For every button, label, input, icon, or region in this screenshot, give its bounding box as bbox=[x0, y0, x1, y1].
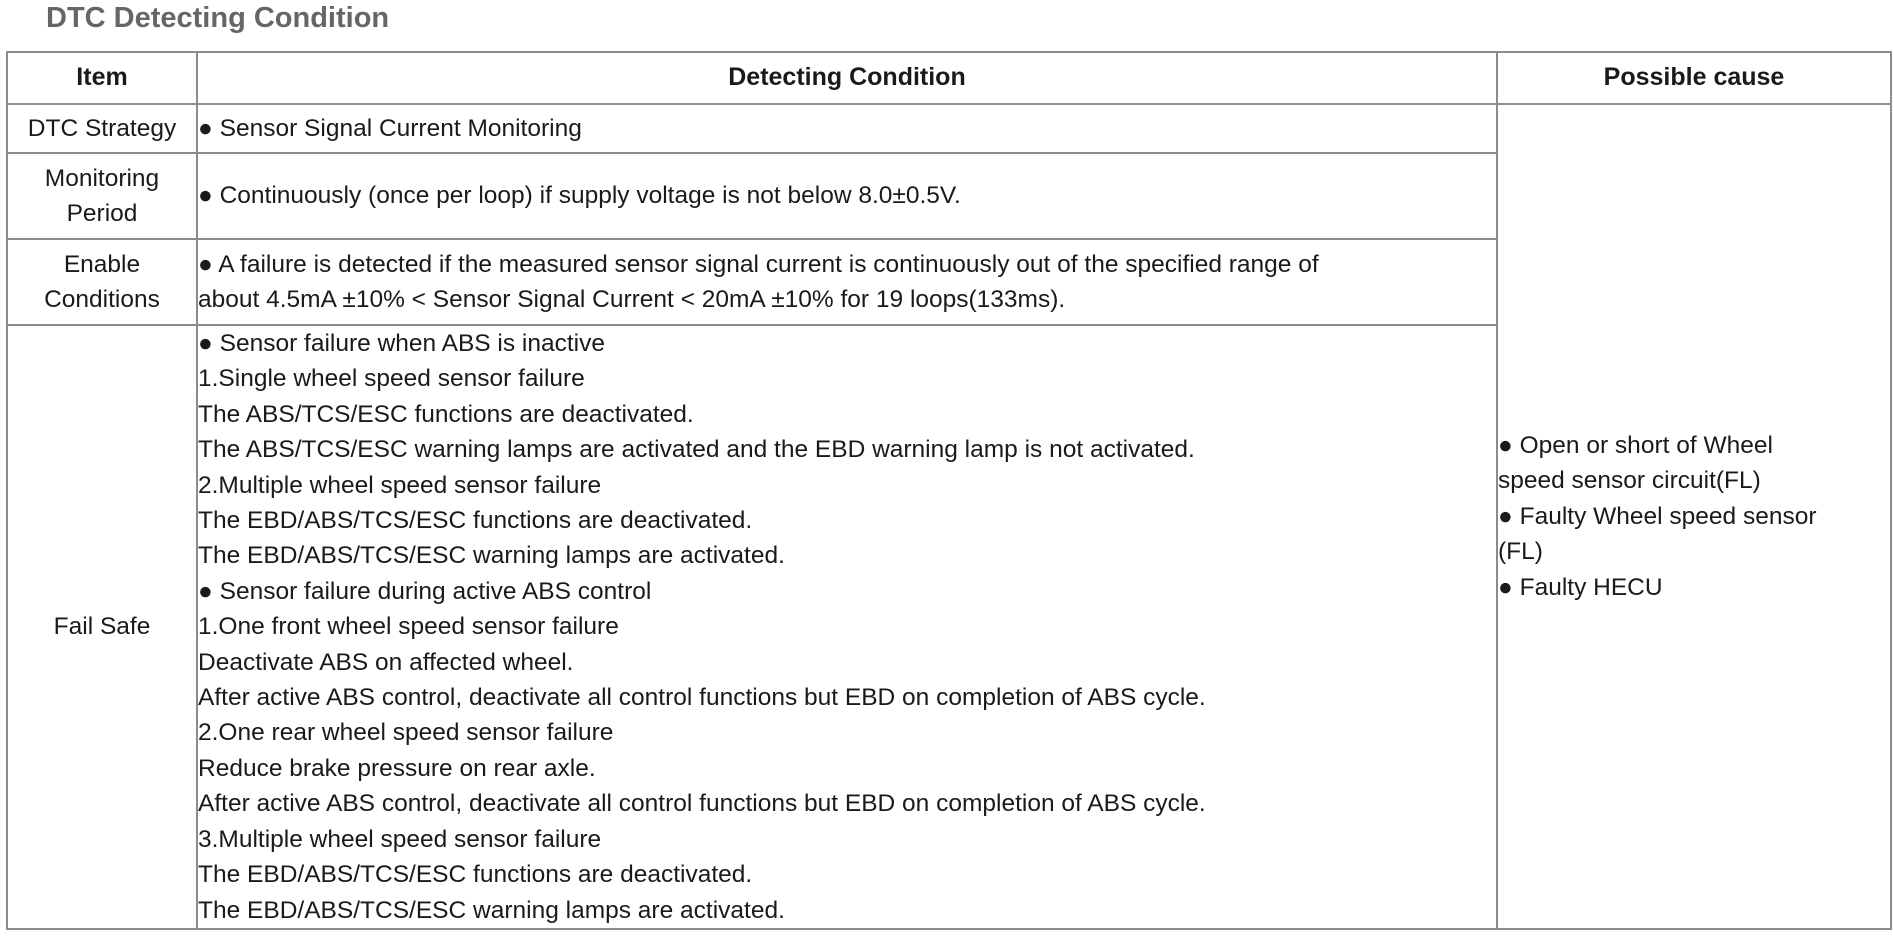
item-label: Conditions bbox=[44, 286, 160, 313]
condition-line: The ABS/TCS/ESC warning lamps are activated and the EBD warning lamp is not activated. bbox=[198, 436, 1195, 464]
condition-line: 2.One rear wheel speed sensor failure bbox=[198, 719, 614, 747]
condition-line: The EBD/ABS/TCS/ESC functions are deactivated. bbox=[198, 507, 753, 535]
condition-line: ● Sensor failure during active ABS control bbox=[198, 577, 652, 605]
item-cell-enable-conditions bbox=[7, 239, 197, 325]
condition-line: The EBD/ABS/TCS/ESC warning lamps are activated. bbox=[198, 542, 785, 570]
cause-line: ● Faulty Wheel speed sensor bbox=[1498, 502, 1817, 530]
condition-line: 1.One front wheel speed sensor failure bbox=[198, 613, 619, 641]
item-cell-dtc-strategy bbox=[7, 104, 197, 153]
cause-line: ● Faulty HECU bbox=[1498, 573, 1663, 601]
page-title: DTC Detecting Condition bbox=[46, 2, 390, 34]
table-row-dtc-strategy bbox=[7, 104, 1891, 153]
condition-line: ● Continuously (once per loop) if supply voltage is not below 8.0±0.5V. bbox=[198, 182, 961, 210]
condition-line: ● Sensor failure when ABS is inactive bbox=[198, 330, 606, 357]
condition-line: 2.Multiple wheel speed sensor failure bbox=[198, 471, 602, 499]
table-header-row bbox=[7, 52, 1891, 104]
condition-line: ● A failure is detected if the measured sensor signal current is continuously out of the specified range of bbox=[198, 250, 1319, 278]
condition-line: The EBD/ABS/TCS/ESC warning lamps are activated. bbox=[198, 896, 785, 924]
cause-line: (FL) bbox=[1498, 538, 1543, 566]
condition-line: ● Sensor Signal Current Monitoring bbox=[198, 114, 582, 142]
condition-line: Deactivate ABS on affected wheel. bbox=[198, 648, 574, 676]
cause-line: ● Open or short of Wheel bbox=[1498, 431, 1773, 459]
header-item: Item bbox=[7, 52, 197, 104]
condition-line: Reduce brake pressure on rear axle. bbox=[198, 754, 596, 782]
condition-cell-monitoring-period bbox=[197, 153, 1497, 239]
condition-line: After active ABS control, deactivate all control functions but EBD on completion of ABS cycle. bbox=[198, 684, 1206, 712]
condition-line: about 4.5mA ±10% < Sensor Signal Current < 20mA ±10% for 19 loops(133ms). bbox=[198, 286, 1066, 313]
item-label: Period bbox=[66, 200, 138, 227]
condition-line: The EBD/ABS/TCS/ESC functions are deactivated. bbox=[198, 861, 753, 889]
condition-cell-enable-conditions bbox=[197, 239, 1497, 325]
condition-cell-dtc-strategy bbox=[197, 104, 1497, 153]
possible-cause-cell bbox=[1497, 104, 1891, 929]
item-label: Monitoring bbox=[44, 164, 160, 192]
condition-line: 1.Single wheel speed sensor failure bbox=[198, 365, 585, 393]
header-possible-cause: Possible cause bbox=[1497, 52, 1891, 104]
item-label: Enable bbox=[63, 250, 141, 278]
header-detecting-condition: Detecting Condition bbox=[197, 52, 1497, 104]
item-cell-fail-safe bbox=[7, 325, 197, 929]
cause-line: speed sensor circuit(FL) bbox=[1498, 467, 1761, 495]
condition-line: The ABS/TCS/ESC functions are deactivated. bbox=[198, 400, 694, 428]
condition-cell-fail-safe bbox=[197, 325, 1497, 929]
item-cell-monitoring-period bbox=[7, 153, 197, 239]
dtc-condition-table bbox=[6, 51, 1892, 930]
item-label: DTC Strategy bbox=[27, 114, 177, 142]
item-label: Fail Safe bbox=[53, 613, 151, 641]
condition-line: 3.Multiple wheel speed sensor failure bbox=[198, 825, 602, 853]
condition-line: After active ABS control, deactivate all control functions but EBD on completion of ABS cycle. bbox=[198, 790, 1206, 818]
